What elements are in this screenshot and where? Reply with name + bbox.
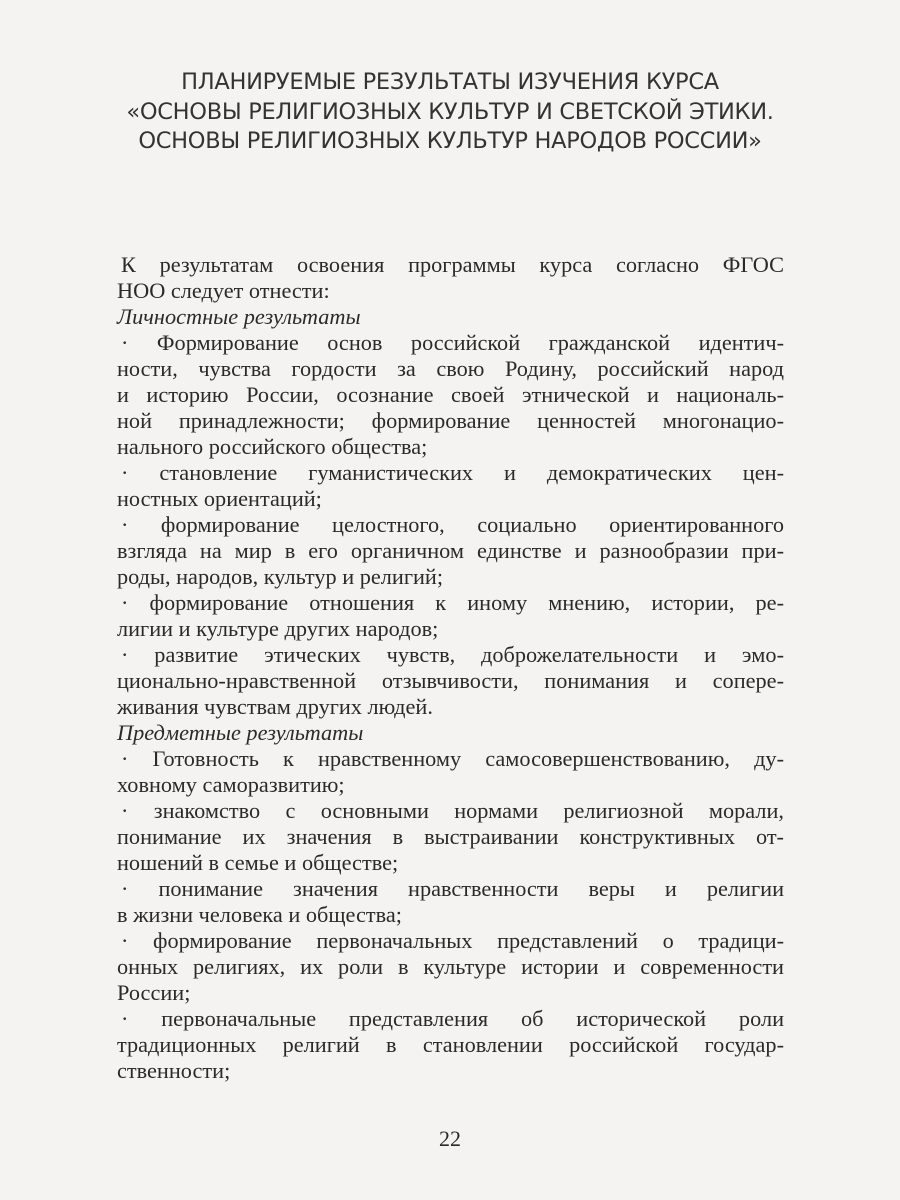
text-line: · формирование отношения к иному мнению, истории, ре- [121, 590, 784, 615]
text-line: · формирование первоначальных представлений о традици- [121, 928, 784, 953]
text-line: ционально-нравственной отзывчивости, понимания и сопере- [117, 668, 784, 693]
paragraph [117, 642, 784, 720]
text-line: · развитие этических чувств, доброжелательности и эмо- [121, 642, 784, 667]
text-line: традиционных религий в становлении российской государ- [117, 1032, 784, 1057]
text-line: НОО следует отнести: [117, 278, 330, 303]
text-line: · Готовность к нравственному самосовершенствованию, ду- [121, 746, 784, 771]
paragraph [117, 512, 784, 590]
text-line: роды, народов, культур и религий; [117, 564, 444, 589]
text-line: · формирование целостного, социально ориентированного [121, 512, 784, 537]
text-line: · становление гуманистических и демократических цен- [121, 460, 784, 485]
text-line: и историю России, осознание своей этнической и националь- [117, 382, 784, 407]
paragraph [117, 460, 784, 512]
text-line: нального российского общества; [117, 434, 428, 459]
text-line: ностных ориентаций; [117, 486, 322, 511]
text-line: ности, чувства гордости за свою Родину, российский народ [117, 356, 784, 381]
paragraph [117, 590, 784, 642]
title-line: ОСНОВЫ РЕЛИГИОЗНЫХ КУЛЬТУР НАРОДОВ РОССИИ» [138, 128, 762, 154]
text-line: ношений в семье и обществе; [117, 850, 399, 875]
page-title [60, 68, 840, 157]
paragraph [117, 928, 784, 1006]
text-line: понимание их значения в выстраивании конструктивных от- [117, 824, 784, 849]
text-line: ной принадлежности; формирование ценностей многонацио- [117, 408, 784, 433]
text-line: ховному саморазвитию; [117, 772, 345, 797]
text-line: лигии и культуре других народов; [117, 616, 439, 641]
text-line: ственности; [117, 1058, 231, 1083]
text-line: онных религиях, их роли в культуре истории и современности [117, 954, 784, 979]
paragraph [117, 330, 784, 460]
title-line: «ОСНОВЫ РЕЛИГИОЗНЫХ КУЛЬТУР И СВЕТСКОЙ ЭТИКИ. [126, 98, 774, 125]
section-heading [117, 720, 784, 746]
text-line: · знакомство с основными нормами религиозной морали, [121, 798, 784, 823]
text-line: России; [117, 980, 191, 1005]
text-line: К результатам освоения программы курса согласно ФГОС [121, 252, 784, 277]
text-line: Предметные результаты [117, 720, 364, 745]
title-line: ПЛАНИРУЕМЫЕ РЕЗУЛЬТАТЫ ИЗУЧЕНИЯ КУРСА [181, 69, 719, 95]
text-line: живания чувствам других людей. [117, 694, 433, 719]
paragraph [117, 876, 784, 928]
paragraph [117, 1006, 784, 1084]
paragraph [117, 746, 784, 798]
document-body [117, 252, 784, 1084]
text-line: · Формирование основ российской гражданской идентич- [121, 330, 784, 355]
text-line: взгляда на мир в его органичном единстве и разнообразии при- [117, 538, 784, 563]
page-number: 22 [439, 1126, 461, 1151]
text-line: · первоначальные представления об исторической роли [121, 1006, 784, 1031]
section-heading [117, 304, 784, 330]
text-line: в жизни человека и общества; [117, 902, 402, 927]
text-line: · понимание значения нравственности веры и религии [121, 876, 784, 901]
paragraph [117, 252, 784, 304]
text-line: Личностные результаты [117, 304, 361, 329]
paragraph [117, 798, 784, 876]
